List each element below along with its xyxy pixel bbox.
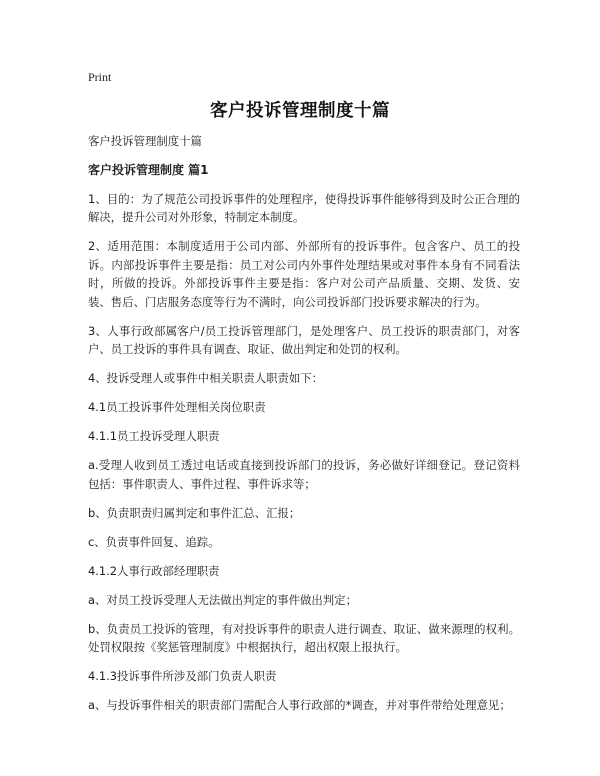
document-title: 客户投诉管理制度十篇 — [210, 101, 390, 121]
paragraph-responsible-department: 3、人事行政部属客户/员工投诉管理部门，是处理客户、员工投诉的职责部门，对客户、员工投诉的事件具有调查、取证、做出判定和处罚的权利。 — [88, 323, 520, 356]
paragraph-scope: 2、适用范围：本制度适用于公司内部、外部所有的投诉事件。包含客户、员工的投诉。内部投诉事件主要是指：员工对公司内外事件处理结果或对事件本身有不同看法时，所做的投诉。外部投诉事件主要是指：客户对公司产品质量、交期、发货、安装、售后、门店服务态度等行为不满时，向公司投诉部门投诉要求解决的行为。 — [88, 239, 520, 309]
paragraph-4-1-1-c: c、负责事件回复、追踪。 — [88, 534, 220, 549]
document-subtitle: 客户投诉管理制度十篇 — [88, 134, 202, 148]
paragraph-4-1-1-a: a.受理人收到员工透过电话或直接到投诉部门的投诉，务必做好详细登记。登记资料包括：事件职责人、事件过程、事件诉求等； — [88, 458, 520, 491]
paragraph-4-1-1: 4.1.1员工投诉受理人职责 — [88, 429, 220, 443]
paragraph-4-1-3: 4.1.3投诉事件所涉及部门负责人职责 — [88, 669, 277, 683]
paragraph-4-1-1-b: b、负责职责归属判定和事件汇总、汇报； — [88, 505, 301, 520]
print-label: Print — [88, 70, 112, 84]
section-heading: 客户投诉管理制度 篇1 — [88, 163, 209, 177]
paragraph-4-1-2-b: b、负责员工投诉的管理，有对投诉事件的职责人进行调查、取证、做来源理的权利。处罚权限按《奖惩管理制度》中根据执行，超出权限上报执行。 — [88, 621, 520, 654]
paragraph-4-1-2: 4.1.2人事行政部经理职责 — [88, 563, 220, 578]
paragraph-4-1: 4.1员工投诉事件处理相关岗位职责 — [88, 400, 266, 414]
paragraph-purpose: 1、目的：为了规范公司投诉事件的处理程序，使得投诉事件能够得到及时公正合理的解决，提升公司对外形象，特制定本制度。 — [88, 191, 520, 224]
paragraph-duties-intro: 4、投诉受理人或事件中相关职责人职责如下： — [88, 371, 324, 385]
document-body — [88, 132, 520, 725]
paragraph-4-1-3-a: a、与投诉事件相关的职责部门需配合人事行政部的*调查，并对事件带给处理意见； — [88, 698, 511, 712]
paragraph-4-1-2-a: a、对员工投诉受理人无法做出判定的事件做出判定； — [88, 592, 357, 607]
